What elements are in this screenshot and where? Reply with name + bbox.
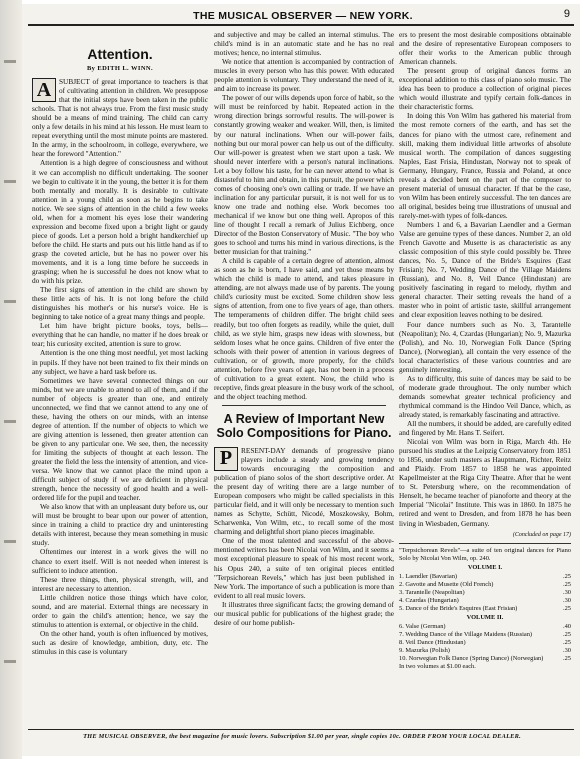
item-price: .25: [563, 654, 571, 662]
paragraph: Oftentimes our interest in a work gives the will no chance to exert itself. Will is not needed when interest is sufficient to induce attention.: [32, 547, 208, 575]
paragraph: One of the most talented and successful of the above-mentioned writers has been Nicolai von Wilm, and it seems a most exceptional pleasure to speak of his most recent work, his Opus 240, a suite of ten original pieces entitled "Terpsichorean Revels," which has just been published in New York. The importance of such a publication is more than evident to all real music lovers.: [214, 536, 394, 600]
paragraph: A child is capable of a certain degree of attention, almost as soon as he is born, I have said, and yet those means by which the child is made to attend, and takes pleasure in attending, are not always made use of by parents. The young child's curiosity must be excited. Some children show less signs of attention, from one to five years of age, than others. The temperaments of children differ. The bright child sees readily, but too often forgets as readily, while the quiet, dull child, as we style him, grasps new ideas with slowness, but seldom loses what he once gains. Children of five enter the schools with their power of attention in various degrees of cultivation, or of growth, more properly, for the child's attention, before five years of age, has not been in a process of cultivation to a great extent. Now, the child who is receptive, finds great pleasure in the busy work of the school, and the object teaching method.: [214, 256, 394, 401]
item-name: 7. Wedding Dance of the Village Maidens (Russian): [399, 630, 533, 638]
paragraph: It illustrates three significant facts; the growing demand of our musical public for publications of the highest grade; the desire of our home publish-: [214, 599, 394, 627]
paragraph: The present group of original dances forms an exceptional addition to this class of piano solo music. The idea has been to produce a collection of original pieces which would illustrate and typify certain folk-dances in their characteristic forms.: [399, 66, 571, 112]
continued-note: (Concluded on page 17): [512, 531, 571, 538]
list-item: [399, 631, 571, 639]
paragraph: As to difficulty, this suite of dances may be said to be of moderate grade throughout. The only number which demands somewhat greater technical proficiency and rhythmical command is the Hindoo Veil Dance, which, as already stated, is remarkably fascinating and attractive.: [399, 373, 571, 419]
list-item: [399, 647, 571, 655]
list-item: [399, 589, 571, 597]
list-item: [399, 581, 571, 589]
footer-rule: [28, 729, 574, 730]
list-item: [399, 623, 571, 631]
list-item: [399, 605, 571, 613]
item-name: 4. Czardas (Hungarian): [399, 596, 459, 604]
paragraph: We also know that with an unpleasant duty before us, our will must be brought to bear upon our power of attention, since in training a child to practice dry and uninteresting details with interest, because they mean something in music study.: [32, 502, 208, 548]
drop-cap: P: [214, 447, 238, 471]
item-name: 2. Gavotte and Musette (Old French): [399, 580, 494, 588]
item-name: 1. Laendler (Bavarian): [399, 572, 458, 580]
list-item: [399, 655, 571, 663]
paragraph: In doing this Von Wilm has gathered his material from the most remote corners of the earth, and has set the dances for piano with the utmost care, refinement and skill, making them individual little artworks of absolute musical worth. The compilation of dances suggesting Naples, East Frisia, Hindustan, Norway not to speak of Germany, Hungary, France, Russia and Poland, at once reveals a decided bent on the part of the composer to present material of unusual character. If that be the case, von Wilm has been entirely successful. The ten dances are all original, besides being true illustrations of unusual and rarely-met-with types of folk-dances.: [399, 111, 571, 220]
column-2: [214, 30, 394, 726]
column-3: [399, 30, 571, 726]
item-price: .25: [563, 604, 571, 612]
list-item: [399, 639, 571, 647]
drop-cap: A: [32, 78, 56, 102]
paragraph: Numbers 1 and 6, a Bavarian Laendler and a German Valse are genuine types of these dances. Number 2, an old French Gavotte and Musette is as characteristic as any classic composition of this style could possibly be. Three dances, No. 5, Dance of the Bride's Esquires (East Frisian); No. 7, Wedding Dance of the Village Maidens (Russian), and No. 8, Veil Dance (Hindustan) are positively fascinating in regard to melody, rhythm and general character. Their setting reveals the hand of a master who in point of artistic taste, skillful arrangement and clear exposition leaves nothing to be desired.: [399, 219, 571, 320]
music-listing: [399, 543, 571, 671]
volume-label: VOLUME II.: [466, 613, 504, 621]
paragraph: Four dance numbers such as No. 3, Tarantelle (Neapolitan); No. 4, Czardas (Hungarian); No. 9, Mazurka (Polish), and No. 10, Norwegian Folk Dance (Spring Dance), (Norwegian), all contain the very essence of the local characteristics of these various countries and are genuinely interesting.: [399, 319, 571, 374]
paragraph: The first signs of attention in the child are shown by these little acts of his. It is not long before the child distinguishes his mother's or his nurse's voice. He is beginning to take notice of a great many things and people.: [32, 285, 208, 322]
article-title-attention: Attention.: [87, 46, 153, 62]
item-name: 3. Tarantelle (Neapolitan): [399, 588, 465, 596]
music-intro: "Terpsichorean Revels"—a suite of ten original dances for Piano Solo by Nicolai Von Wilm, op. 240.: [399, 546, 571, 562]
item-price: .40: [563, 622, 571, 630]
paragraph: These three things, then, physical strength, will, and interest are necessary to attention.: [32, 574, 208, 593]
header-rule: [28, 24, 574, 26]
item-price: .25: [563, 638, 571, 646]
paragraph: The power of our wills depends upon force of habit, so the will must be reinforced by habit. Repeated action in the wrong direction brings sorrowful results. The will-power is constantly growing weaker and weaker. Will, then, is limited by our natural inclinations. When our will-power fails, nothing but our moral power can help us out of the difficulty. Our will-power is greatest when we start upon a task. We should never interfere with a person's natural inclinations. Let a boy follow his taste, for he can never attend to what is distasteful to him and obtain, in this pursuit, the power which comes of choosing one's own calling or trade. If we have an inclination for any particular pursuit, it is not well for us to know one trade and nothing else. Work becomes too mechanical if we know but one thing well. Apropos of this line of thought I recall a remark of Julius Eichberg, once Director of the Boston Conservatory of Music. "The boy who goes to school and turns his mind in various directions, is the better musician for that training.": [214, 93, 394, 257]
paragraph: Attention is the one thing most needful, yet most lacking in pupils. If they have not been trained to fix their minds on any subject, we have a hard task before us.: [32, 348, 208, 376]
paragraph: On the other hand, youth is often influenced by motives, such as desire of knowledge, ambition, duty, etc. The stimulus in this case is voluntary: [32, 628, 208, 656]
paragraph: SUBJECT of great importance to teachers is that of cultivating attention in children. We presuppose that the initial steps have been taken in the public schools. That is not always true. From the first music study should be a means of mind training. The child can carry only a few details in his mind at his lesson. He must learn to repeat everything until the most minute points are mastered. In the army, in the schoolroom, in college, everywhere, we hear the foreword "Attention.": [32, 77, 208, 159]
item-name: 9. Mazurka (Polish): [399, 646, 450, 654]
item-name: 8. Veil Dance (Hindustan): [399, 638, 466, 646]
paragraph: and subjective and may be called an internal stimulus. The child's mind is in an automatic state and he has no real motives; hence, no internal stimulus.: [214, 30, 394, 58]
item-name: 5. Dance of the Bride's Esquires (East Frisian): [399, 604, 518, 612]
paragraph: ers to present the most desirable compositions obtainable and the desire of representative European composers to offer their works to the American public through American channels.: [399, 30, 571, 67]
paragraph: RESENT-DAY demands of progressive piano players include a steady and growing tendency towards encouraging the composition and publication of piano solos of the short descriptive order. At the present day of writing there are a large number of European composers who might be called specialists in this particular field, and it will only be necessary to mention such names as Schytte, Schütt, Nicodé, Moszkowsky, Bohm, Scharwenka, Von Wilm, etc., to recall some of the most charming and delightful short piano pieces imaginable.: [214, 445, 394, 537]
paragraph: Let him have bright picture books, toys, bells—everything that he can handle, no matter if he does break or tear; his curiosity excited, attention is sure to grow.: [32, 321, 208, 349]
item-price: .25: [563, 580, 571, 588]
column-1: [32, 30, 208, 726]
list-item: [399, 597, 571, 605]
paragraph: Nicolai von Wilm was born in Riga, March 4th. He pursued his studies at the Leipzig Conservatory from 1851 to 1856, under such masters as Hauptmann, Richter, Reitz and Plaidy. From 1857 to 1858 he was appointed Kapellmeister at the Riga City Theatre. After that he went to St. Petersburg where, on the recommendation of Henselt, he became teacher of pianoforte and theory at the Imperial "Nicolai" Institute. This was in 1860. In 1875 he retired and went to Dresden, and from 1878 he has been living in Wiesbaden, Germany.: [399, 437, 571, 528]
item-price: .30: [563, 646, 571, 654]
magazine-page: [22, 4, 580, 756]
paragraph: Sometimes we have several connected things on our minds, but we are unable to attend to all of them, and if the number of objects is greater than one, and entirely unconnected, we find that we cannot attend to any one of these, having the others on our minds, with an intense degree of attention. If the number of objects to which we are giving attention is lessened, then greater attention can be given to any particular one. We see, then, the necessity for limiting the subjects of thought at each lesson. The greater the field the less the intensity of attention, and vice-versa. We know that we cannot place the mind upon a difficult subject of study if we are deficient in physical strength, hence the necessity of good health and a well-ordered life for the pupil and teacher.: [32, 375, 208, 503]
paragraph: Little children notice those things which have color, sound, and are material. External things are necessary in order to gain the child's attention; hence, we say the stimulus to attention is external, or objective in the child.: [32, 592, 208, 629]
article-byline: By EDITH L. WINN.: [86, 65, 154, 72]
paragraph: We notice that attention is accompanied by contraction of muscles in every person who has this power. With educated people attention is voluntary. They understand the need of it, and aim to increase its power.: [214, 57, 394, 94]
item-name: 10. Norwegian Folk Dance (Spring Dance) (Norwegian): [399, 654, 544, 662]
volume-note: In two volumes at $1.00 each.: [399, 662, 476, 670]
page-number: 9: [563, 8, 570, 20]
article-title-review: A Review of Important New Solo Compositions for Piano.: [216, 411, 392, 440]
page-footer: THE MUSICAL OBSERVER, the best magazine for music lovers. Subscription $1.00 per year, single copies 10c. ORDER FROM YOUR LOCAL DEALER.: [83, 733, 521, 740]
paragraph: Attention is a high degree of consciousness and without it we can accomplish no difficult undertaking. The sooner we begin to cultivate it in the young, the better it is for them both mentally and morally. It is desirable to cultivate attention in a young child as soon as he begins to take notice. We see signs of attention in the child a few weeks old, when for a moment his eyes lose their wandering expression and become fixed upon a bright light or gaudy piece of goods. Let a person hold a bright handkerchief up before the child. He starts and puts out his little hand as if to grasp the coveted article, but he has no power over his movements, and it is a long time before he succeeds in grasping; when he is successful he does not know what to do with his prize.: [32, 158, 208, 286]
item-price: .25: [563, 630, 571, 638]
item-name: 6. Valse (German): [399, 622, 446, 630]
list-item: [399, 573, 571, 581]
item-price: .30: [563, 596, 571, 604]
volume-label: VOLUME I.: [467, 563, 503, 571]
paragraph: All the numbers, it should be added, are carefully edited and fingered by Mr. Hans T. Seifert.: [399, 419, 571, 438]
section-divider: [222, 405, 386, 406]
item-price: .30: [563, 588, 571, 596]
item-price: .25: [563, 572, 571, 580]
page-binding-edge: [0, 0, 22, 759]
running-title: THE MUSICAL OBSERVER — NEW YORK.: [193, 10, 413, 22]
